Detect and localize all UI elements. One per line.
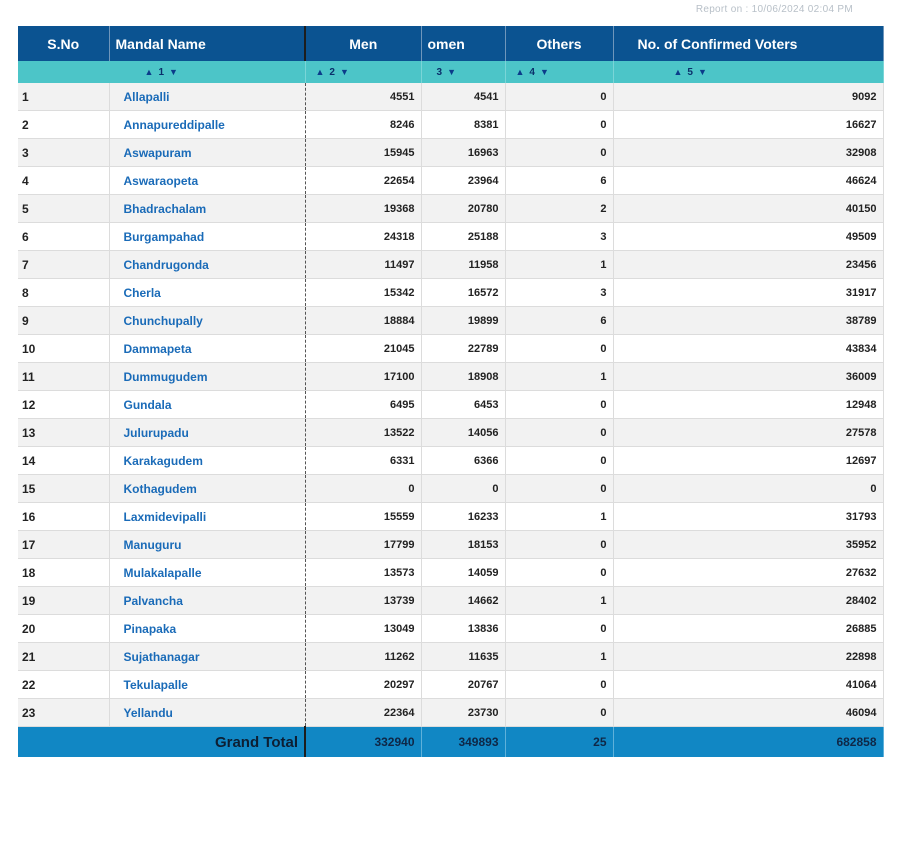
mandal-name-link[interactable]: Karakagudem bbox=[123, 453, 203, 468]
row-sno: 12 bbox=[18, 391, 109, 419]
table-row bbox=[18, 307, 883, 335]
row-women: 6453 bbox=[421, 391, 505, 419]
row-mandal-name bbox=[109, 307, 305, 335]
table-body bbox=[18, 83, 883, 727]
row-confirmed-voters: 41064 bbox=[613, 671, 883, 699]
row-women: 14662 bbox=[421, 587, 505, 615]
grand-total-row bbox=[18, 727, 883, 758]
header-women: omen bbox=[421, 26, 505, 61]
table-row bbox=[18, 671, 883, 699]
row-mandal-name bbox=[109, 363, 305, 391]
table-row bbox=[18, 559, 883, 587]
row-sno: 5 bbox=[18, 195, 109, 223]
row-sno: 21 bbox=[18, 643, 109, 671]
mandal-name-link[interactable]: Chandrugonda bbox=[123, 257, 209, 272]
table-row bbox=[18, 531, 883, 559]
row-sno: 15 bbox=[18, 475, 109, 503]
row-confirmed-voters: 27578 bbox=[613, 419, 883, 447]
row-mandal-name bbox=[109, 643, 305, 671]
row-mandal-name bbox=[109, 419, 305, 447]
mandal-name-link[interactable]: Aswaraopeta bbox=[123, 173, 199, 188]
row-others: 0 bbox=[505, 83, 613, 111]
row-sno: 20 bbox=[18, 615, 109, 643]
row-mandal-name bbox=[109, 167, 305, 195]
row-men: 13522 bbox=[305, 419, 421, 447]
mandal-name-link[interactable]: Sujathanagar bbox=[123, 649, 200, 664]
row-mandal-name bbox=[109, 139, 305, 167]
sort-index: 5 bbox=[687, 66, 693, 78]
sort-desc-icon[interactable]: ▼ bbox=[169, 66, 178, 77]
row-sno: 13 bbox=[18, 419, 109, 447]
row-others: 1 bbox=[505, 643, 613, 671]
row-others: 6 bbox=[505, 307, 613, 335]
row-mandal-name bbox=[109, 671, 305, 699]
row-women: 8381 bbox=[421, 111, 505, 139]
mandal-name-link[interactable]: Aswapuram bbox=[123, 145, 192, 160]
grand-total-label: Grand Total bbox=[18, 727, 305, 758]
mandal-name-link[interactable]: Mulakalapalle bbox=[123, 565, 202, 580]
header-confirmed-voters: No. of Confirmed Voters bbox=[613, 26, 883, 61]
row-confirmed-voters: 26885 bbox=[613, 615, 883, 643]
mandal-name-link[interactable]: Burgampahad bbox=[123, 229, 205, 244]
row-mandal-name bbox=[109, 559, 305, 587]
table-row bbox=[18, 83, 883, 111]
sort-control-3 bbox=[421, 61, 505, 83]
row-confirmed-voters: 27632 bbox=[613, 559, 883, 587]
row-others: 0 bbox=[505, 391, 613, 419]
row-sno: 10 bbox=[18, 335, 109, 363]
row-others: 0 bbox=[505, 671, 613, 699]
header-row bbox=[18, 26, 883, 61]
row-men: 13573 bbox=[305, 559, 421, 587]
row-others: 1 bbox=[505, 587, 613, 615]
table-row bbox=[18, 111, 883, 139]
row-women: 16963 bbox=[421, 139, 505, 167]
row-others: 0 bbox=[505, 139, 613, 167]
row-confirmed-voters: 9092 bbox=[613, 83, 883, 111]
row-men: 6331 bbox=[305, 447, 421, 475]
row-others: 0 bbox=[505, 111, 613, 139]
grand-total-others: 25 bbox=[505, 727, 613, 758]
row-sno: 19 bbox=[18, 587, 109, 615]
row-mandal-name bbox=[109, 279, 305, 307]
row-men: 17799 bbox=[305, 531, 421, 559]
sort-index: 3 bbox=[436, 66, 443, 78]
row-sno: 23 bbox=[18, 699, 109, 727]
sort-desc-icon[interactable]: ▼ bbox=[447, 66, 456, 77]
mandal-name-link[interactable]: Annapureddipalle bbox=[123, 117, 225, 132]
row-others: 0 bbox=[505, 475, 613, 503]
row-others: 0 bbox=[505, 559, 613, 587]
row-mandal-name bbox=[109, 699, 305, 727]
header-mandal-name: Mandal Name bbox=[109, 26, 305, 61]
sort-desc-icon[interactable]: ▼ bbox=[697, 66, 707, 77]
row-men: 15945 bbox=[305, 139, 421, 167]
row-mandal-name bbox=[109, 111, 305, 139]
row-others: 1 bbox=[505, 503, 613, 531]
header-sno: S.No bbox=[18, 26, 109, 61]
row-others: 3 bbox=[505, 279, 613, 307]
row-mandal-name bbox=[109, 615, 305, 643]
row-women: 16572 bbox=[421, 279, 505, 307]
row-mandal-name bbox=[109, 475, 305, 503]
row-women: 22789 bbox=[421, 335, 505, 363]
mandal-name-link[interactable]: Dummugudem bbox=[123, 369, 208, 384]
voters-table bbox=[18, 26, 884, 757]
row-confirmed-voters: 49509 bbox=[613, 223, 883, 251]
row-mandal-name bbox=[109, 83, 305, 111]
header-others: Others bbox=[505, 26, 613, 61]
table-row bbox=[18, 447, 883, 475]
row-women: 11958 bbox=[421, 251, 505, 279]
table-row bbox=[18, 615, 883, 643]
row-others: 1 bbox=[505, 363, 613, 391]
row-confirmed-voters: 36009 bbox=[613, 363, 883, 391]
row-women: 13836 bbox=[421, 615, 505, 643]
row-confirmed-voters: 31917 bbox=[613, 279, 883, 307]
row-men: 17100 bbox=[305, 363, 421, 391]
sort-desc-icon[interactable]: ▼ bbox=[339, 66, 349, 77]
row-mandal-name bbox=[109, 587, 305, 615]
row-others: 0 bbox=[505, 335, 613, 363]
row-sno: 8 bbox=[18, 279, 109, 307]
row-confirmed-voters: 12948 bbox=[613, 391, 883, 419]
row-mandal-name bbox=[109, 503, 305, 531]
row-men: 22364 bbox=[305, 699, 421, 727]
table-row bbox=[18, 223, 883, 251]
row-men: 0 bbox=[305, 475, 421, 503]
sort-control-5 bbox=[613, 61, 883, 83]
row-men: 8246 bbox=[305, 111, 421, 139]
table-row bbox=[18, 363, 883, 391]
row-mandal-name bbox=[109, 223, 305, 251]
mandal-name-link[interactable]: Palvancha bbox=[123, 593, 183, 608]
row-confirmed-voters: 0 bbox=[613, 475, 883, 503]
row-men: 20297 bbox=[305, 671, 421, 699]
row-sno: 22 bbox=[18, 671, 109, 699]
sort-asc-icon[interactable]: ▲ bbox=[144, 66, 154, 77]
row-women: 6366 bbox=[421, 447, 505, 475]
header-men: Men bbox=[305, 26, 421, 61]
row-others: 1 bbox=[505, 251, 613, 279]
row-confirmed-voters: 43834 bbox=[613, 335, 883, 363]
row-sno: 1 bbox=[18, 83, 109, 111]
grand-total-women: 349893 bbox=[421, 727, 505, 758]
row-others: 2 bbox=[505, 195, 613, 223]
row-others: 0 bbox=[505, 419, 613, 447]
row-confirmed-voters: 46624 bbox=[613, 167, 883, 195]
sort-index: 4 bbox=[529, 66, 535, 78]
mandal-name-link[interactable]: Pinapaka bbox=[123, 621, 177, 636]
table-row bbox=[18, 335, 883, 363]
row-mandal-name bbox=[109, 335, 305, 363]
sort-control-2 bbox=[305, 61, 421, 83]
row-sno: 7 bbox=[18, 251, 109, 279]
mandal-name-link[interactable]: Julurupadu bbox=[123, 425, 189, 440]
row-men: 11497 bbox=[305, 251, 421, 279]
row-confirmed-voters: 22898 bbox=[613, 643, 883, 671]
row-confirmed-voters: 12697 bbox=[613, 447, 883, 475]
row-mandal-name bbox=[109, 531, 305, 559]
row-others: 0 bbox=[505, 615, 613, 643]
row-others: 3 bbox=[505, 223, 613, 251]
table-row bbox=[18, 279, 883, 307]
row-confirmed-voters: 35952 bbox=[613, 531, 883, 559]
table-row bbox=[18, 419, 883, 447]
row-women: 23730 bbox=[421, 699, 505, 727]
mandal-name-link[interactable]: Chunchupally bbox=[123, 313, 203, 328]
mandal-name-link[interactable]: Kothagudem bbox=[123, 481, 197, 496]
row-confirmed-voters: 16627 bbox=[613, 111, 883, 139]
row-confirmed-voters: 40150 bbox=[613, 195, 883, 223]
grand-total-voters: 682858 bbox=[613, 727, 883, 758]
row-women: 14056 bbox=[421, 419, 505, 447]
sort-asc-icon[interactable]: ▲ bbox=[673, 66, 683, 77]
row-sno: 6 bbox=[18, 223, 109, 251]
row-confirmed-voters: 28402 bbox=[613, 587, 883, 615]
table-row bbox=[18, 195, 883, 223]
row-others: 0 bbox=[505, 531, 613, 559]
row-men: 15342 bbox=[305, 279, 421, 307]
table-row bbox=[18, 643, 883, 671]
sort-control-1 bbox=[18, 61, 305, 83]
row-men: 6495 bbox=[305, 391, 421, 419]
row-women: 25188 bbox=[421, 223, 505, 251]
row-others: 0 bbox=[505, 447, 613, 475]
mandal-name-link[interactable]: Dammapeta bbox=[123, 341, 192, 356]
row-others: 0 bbox=[505, 699, 613, 727]
row-men: 19368 bbox=[305, 195, 421, 223]
row-men: 22654 bbox=[305, 167, 421, 195]
mandal-name-link[interactable]: Yellandu bbox=[123, 705, 173, 720]
table-row bbox=[18, 503, 883, 531]
row-women: 4541 bbox=[421, 83, 505, 111]
table-row bbox=[18, 391, 883, 419]
row-men: 21045 bbox=[305, 335, 421, 363]
table-row bbox=[18, 475, 883, 503]
sort-control-4 bbox=[505, 61, 613, 83]
mandal-name-link[interactable]: Cherla bbox=[123, 285, 161, 300]
row-women: 20780 bbox=[421, 195, 505, 223]
report-timestamp: Report on : 10/06/2024 02:04 PM bbox=[695, 4, 853, 15]
row-confirmed-voters: 31793 bbox=[613, 503, 883, 531]
row-women: 18153 bbox=[421, 531, 505, 559]
row-mandal-name bbox=[109, 447, 305, 475]
row-sno: 11 bbox=[18, 363, 109, 391]
row-confirmed-voters: 38789 bbox=[613, 307, 883, 335]
row-sno: 4 bbox=[18, 167, 109, 195]
row-mandal-name bbox=[109, 391, 305, 419]
row-sno: 16 bbox=[18, 503, 109, 531]
row-others: 6 bbox=[505, 167, 613, 195]
row-mandal-name bbox=[109, 251, 305, 279]
mandal-name-link[interactable]: Laxmidevipalli bbox=[123, 509, 207, 524]
row-sno: 18 bbox=[18, 559, 109, 587]
row-mandal-name bbox=[109, 195, 305, 223]
table-row bbox=[18, 251, 883, 279]
mandal-name-link[interactable]: Gundala bbox=[123, 397, 172, 412]
row-men: 13049 bbox=[305, 615, 421, 643]
sort-asc-icon[interactable]: ▲ bbox=[515, 66, 525, 77]
sort-desc-icon[interactable]: ▼ bbox=[539, 66, 549, 77]
mandal-name-link[interactable]: Allapalli bbox=[123, 89, 170, 104]
row-men: 11262 bbox=[305, 643, 421, 671]
mandal-name-link[interactable]: Tekulapalle bbox=[123, 677, 188, 692]
row-women: 23964 bbox=[421, 167, 505, 195]
sort-asc-icon[interactable]: ▲ bbox=[315, 66, 325, 77]
sort-row bbox=[18, 61, 883, 83]
row-women: 16233 bbox=[421, 503, 505, 531]
grand-total-men: 332940 bbox=[305, 727, 421, 758]
row-women: 14059 bbox=[421, 559, 505, 587]
row-confirmed-voters: 46094 bbox=[613, 699, 883, 727]
table-row bbox=[18, 699, 883, 727]
sort-index: 1 bbox=[158, 66, 165, 78]
row-sno: 3 bbox=[18, 139, 109, 167]
row-sno: 2 bbox=[18, 111, 109, 139]
row-women: 20767 bbox=[421, 671, 505, 699]
row-confirmed-voters: 32908 bbox=[613, 139, 883, 167]
row-men: 18884 bbox=[305, 307, 421, 335]
mandal-name-link[interactable]: Bhadrachalam bbox=[123, 201, 207, 216]
sort-index: 2 bbox=[329, 66, 335, 78]
table-row bbox=[18, 167, 883, 195]
row-men: 15559 bbox=[305, 503, 421, 531]
row-sno: 14 bbox=[18, 447, 109, 475]
table-row bbox=[18, 139, 883, 167]
row-women: 0 bbox=[421, 475, 505, 503]
row-men: 24318 bbox=[305, 223, 421, 251]
row-men: 4551 bbox=[305, 83, 421, 111]
mandal-name-link[interactable]: Manuguru bbox=[123, 537, 182, 552]
row-women: 19899 bbox=[421, 307, 505, 335]
row-women: 18908 bbox=[421, 363, 505, 391]
row-sno: 17 bbox=[18, 531, 109, 559]
table-row bbox=[18, 587, 883, 615]
row-men: 13739 bbox=[305, 587, 421, 615]
row-sno: 9 bbox=[18, 307, 109, 335]
row-women: 11635 bbox=[421, 643, 505, 671]
row-confirmed-voters: 23456 bbox=[613, 251, 883, 279]
